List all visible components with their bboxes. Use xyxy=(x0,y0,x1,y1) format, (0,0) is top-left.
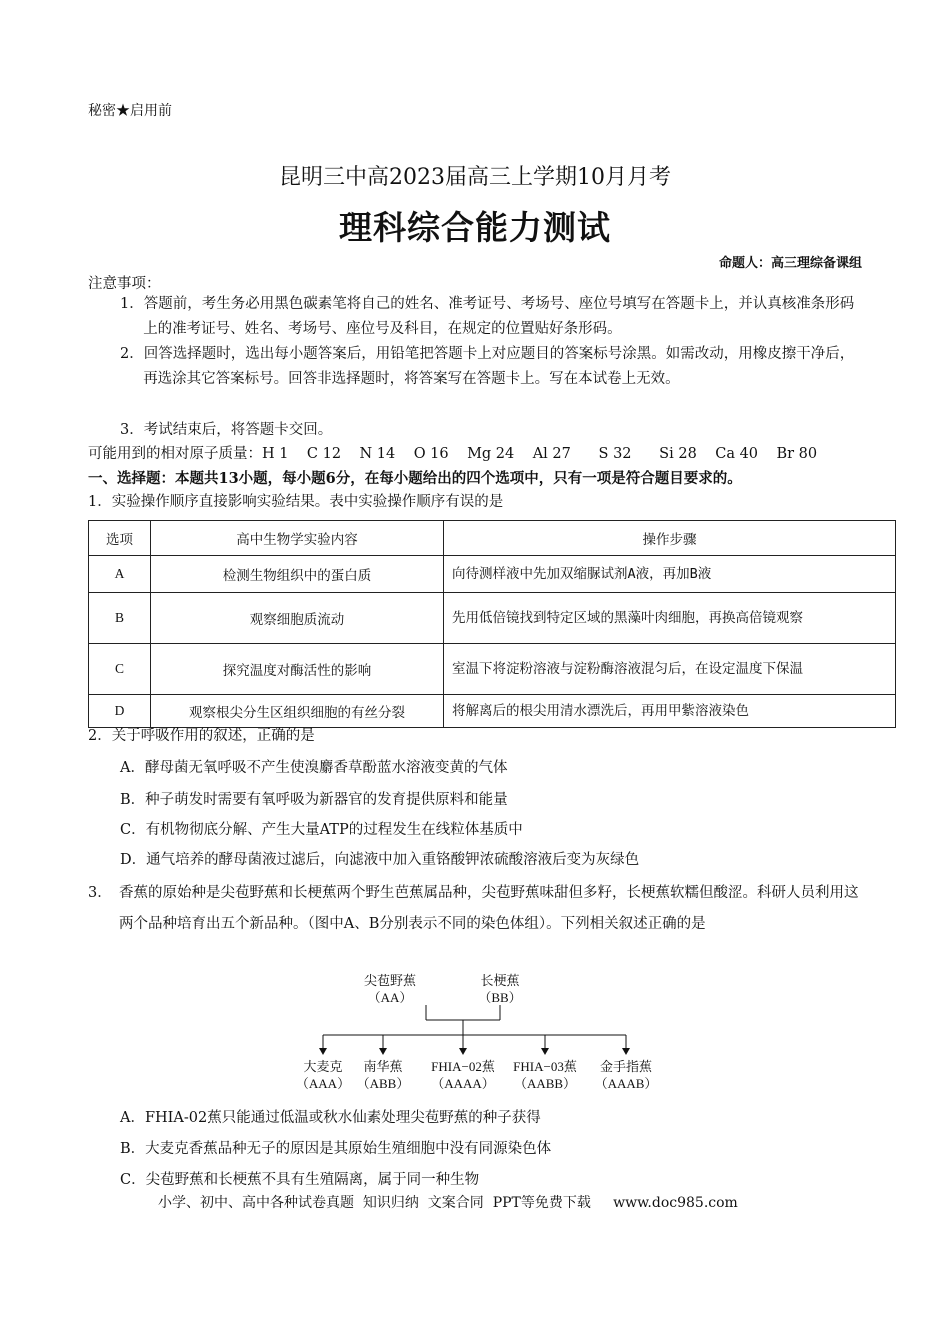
question-2-stem: 2．关于呼吸作用的叙述，正确的是 xyxy=(88,728,315,744)
question-2-option: A．酵母菌无氧呼吸不产生使溴麝香草酚蓝水溶液变黄的气体 xyxy=(120,760,508,776)
parent-name: 尖苞野蕉 xyxy=(363,973,417,988)
exam-subject-title: 理科综合能力测试 xyxy=(339,208,611,247)
table-header: 操作步骤 xyxy=(444,521,896,556)
offspring-name: 大麦克 xyxy=(303,1059,343,1074)
arrow-heads xyxy=(319,1048,630,1055)
table-cell: 检测生物组织中的蛋白质 xyxy=(151,556,444,593)
table-cell: D xyxy=(89,695,151,728)
table-row xyxy=(89,644,896,695)
table-cell: A xyxy=(89,556,151,593)
author-line: 命题人：高三理综备课组 xyxy=(718,256,862,271)
notes-heading: 注意事项： xyxy=(88,276,161,292)
table-header: 高中生物学实验内容 xyxy=(151,521,444,556)
question-text: 香蕉的原始种是尖苞野蕉和长梗蕉两个野生芭蕉属品种，尖苞野蕉味甜但多籽，长梗蕉软糯但酸涩。科研人员利用这两个品种培育出五个新品种。（图中A、B分别表示不同的染色体组）。下列相关叙述正确的是 xyxy=(119,885,859,932)
table-cell: C xyxy=(89,644,151,695)
table-header-row xyxy=(89,521,896,556)
confidential-label: 秘密★启用前 xyxy=(88,103,172,119)
question-3-option: A．FHIA-02蕉只能通过低温或秋水仙素处理尖苞野蕉的种子获得 xyxy=(120,1110,541,1126)
banana-breeding-diagram xyxy=(290,965,670,1097)
question-2-option: D．通气培养的酵母菌液过滤后，向滤液中加入重铬酸钾浓硫酸溶液后变为灰绿色 xyxy=(120,852,640,868)
offspring-name: FHIA−03蕉 xyxy=(513,1059,577,1074)
parent-genome: （BB） xyxy=(478,990,522,1005)
question-1-stem: 1．实验操作顺序直接影响实验结果。表中实验操作顺序有误的是 xyxy=(88,494,504,510)
offspring-name: 金手指蕉 xyxy=(599,1059,653,1074)
table-cell: 室温下将淀粉溶液与淀粉酶溶液混匀后，在设定温度下保温 xyxy=(444,644,896,695)
parent-genome: （AA） xyxy=(367,990,413,1005)
table-cell: 将解离后的根尖用清水漂洗后，再用甲紫溶液染色 xyxy=(444,695,896,728)
table-header: 选项 xyxy=(89,521,151,556)
table-cell: 探究温度对酶活性的影响 xyxy=(151,644,444,695)
exam-title: 昆明三中高2023届高三上学期10月月考 xyxy=(279,165,671,190)
table-cell: 向待测样液中先加双缩脲试剂A液，再加B液 xyxy=(444,556,896,593)
table-cell: B xyxy=(89,593,151,644)
part-heading: 一、选择题：本题共13小题，每小题6分，在每小题给出的四个选项中，只有一项是符合题目要求的。 xyxy=(88,470,742,487)
question-3-stem xyxy=(88,878,868,940)
experiment-table xyxy=(88,520,896,728)
cross-lines xyxy=(323,1005,626,1049)
question-3-option: C．尖苞野蕉和长梗蕉不具有生殖隔离，属于同一种生物 xyxy=(120,1172,480,1188)
question-3-option: B．大麦克香蕉品种无子的原因是其原始生殖细胞中没有同源染色体 xyxy=(120,1141,552,1157)
table-row xyxy=(89,695,896,728)
offspring-genome: （AAAB） xyxy=(594,1076,658,1091)
offspring-genome: （ABB） xyxy=(356,1076,410,1091)
note-item: 3．考试结束后，将答题卡交回。 xyxy=(120,422,333,438)
question-2-option: C．有机物彻底分解、产生大量ATP的过程发生在线粒体基质中 xyxy=(120,822,523,838)
offspring-genome: （AAAA） xyxy=(431,1076,495,1091)
note-item: 1．答题前，考生务必用黑色碳素笔将自己的姓名、准考证号、考场号、座位号填写在答题卡上，并认真核准条形码上的准考证号、姓名、考场号、座位号及科目，在规定的位置贴好条形码。 xyxy=(120,296,855,337)
atomic-mass-line: 可能用到的相对原子质量：H 1 C 12 N 14 O 16 Mg 24 Al 27 S 32 Si 28 Ca 40 Br 80 xyxy=(88,446,818,462)
offspring-genome: （AAA） xyxy=(295,1076,351,1091)
question-2-option: B．种子萌发时需要有氧呼吸为新器官的发育提供原料和能量 xyxy=(120,792,508,808)
offspring-name: 南华蕉 xyxy=(363,1059,403,1074)
footer-link-text: 小学、初中、高中各种试卷真题 知识归纳 文案合同 PPT等免费下载 www.doc985.com xyxy=(158,1195,738,1211)
offspring-name: FHIA−02蕉 xyxy=(431,1059,495,1074)
table-cell: 观察细胞质流动 xyxy=(151,593,444,644)
table-row xyxy=(89,556,896,593)
table-cell: 观察根尖分生区组织细胞的有丝分裂 xyxy=(151,695,444,728)
table-row xyxy=(89,593,896,644)
table-cell: 先用低倍镜找到特定区域的黑藻叶肉细胞，再换高倍镜观察 xyxy=(444,593,896,644)
offspring-genome: （AABB） xyxy=(513,1076,577,1091)
note-item: 2．回答选择题时，选出每小题答案后，用铅笔把答题卡上对应题目的答案标号涂黑。如需改动，用橡皮擦干净后，再选涂其它答案标号。回答非选择题时，将答案写在答题卡上。写在本试卷上无效。 xyxy=(120,346,855,387)
parent-name: 长梗蕉 xyxy=(480,973,520,988)
question-number: 3． xyxy=(88,885,112,901)
